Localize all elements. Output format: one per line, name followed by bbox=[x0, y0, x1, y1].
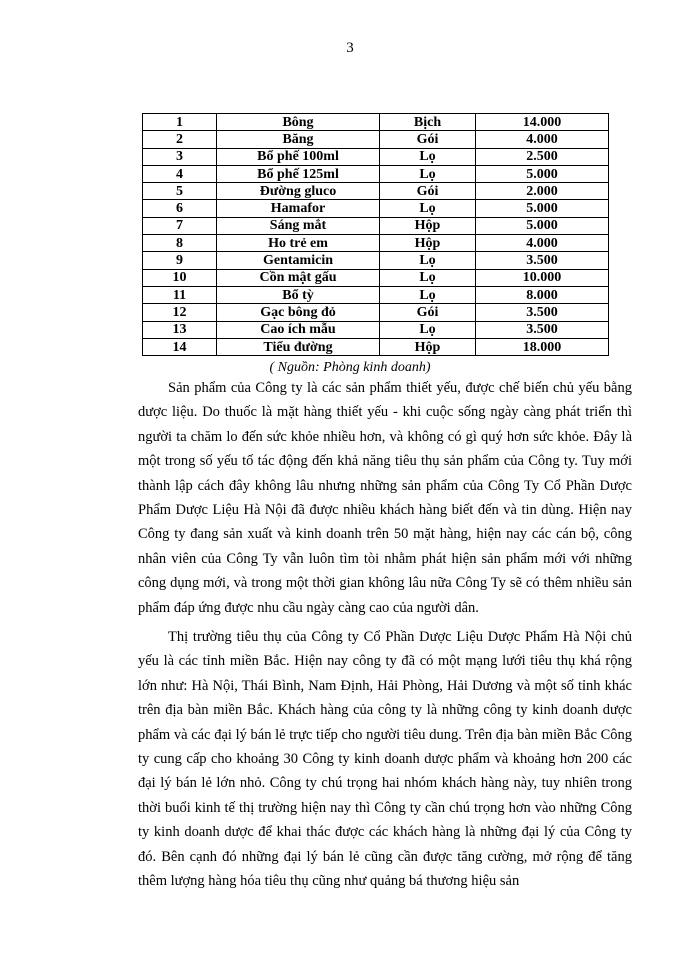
table-row bbox=[143, 304, 609, 321]
table-cell-product: Tiểu đường bbox=[217, 338, 380, 355]
table-row bbox=[143, 321, 609, 338]
table-cell-unit: Hộp bbox=[380, 235, 476, 252]
table-cell-product: Ho trẻ em bbox=[217, 235, 380, 252]
table-cell-product: Gentamicin bbox=[217, 252, 380, 269]
table-row bbox=[143, 217, 609, 234]
table-row bbox=[143, 148, 609, 165]
table-cell-unit: Lọ bbox=[380, 252, 476, 269]
table-cell-index: 5 bbox=[143, 183, 217, 200]
table-cell-index: 11 bbox=[143, 286, 217, 303]
table-cell-price: 2.500 bbox=[476, 148, 609, 165]
product-table-body bbox=[143, 114, 609, 356]
table-cell-price: 14.000 bbox=[476, 114, 609, 131]
table-row bbox=[143, 165, 609, 182]
table-cell-unit: Gói bbox=[380, 183, 476, 200]
table-cell-unit: Gói bbox=[380, 304, 476, 321]
table-cell-price: 8.000 bbox=[476, 286, 609, 303]
table-cell-index: 9 bbox=[143, 252, 217, 269]
table-cell-index: 2 bbox=[143, 131, 217, 148]
table-cell-price: 3.500 bbox=[476, 321, 609, 338]
table-cell-unit: Lọ bbox=[380, 286, 476, 303]
table-cell-unit: Lọ bbox=[380, 148, 476, 165]
source-note: ( Nguồn: Phòng kinh doanh) bbox=[269, 360, 431, 375]
table-cell-product: Bổ phế 100ml bbox=[217, 148, 380, 165]
table-row bbox=[143, 114, 609, 131]
table-cell-unit: Lọ bbox=[380, 200, 476, 217]
product-table bbox=[142, 113, 609, 356]
table-cell-unit: Hộp bbox=[380, 338, 476, 355]
table-row bbox=[143, 269, 609, 286]
table-cell-index: 10 bbox=[143, 269, 217, 286]
table-cell-index: 7 bbox=[143, 217, 217, 234]
table-cell-unit: Hộp bbox=[380, 217, 476, 234]
table-cell-price: 5.000 bbox=[476, 200, 609, 217]
table-cell-price: 4.000 bbox=[476, 131, 609, 148]
table-cell-product: Bổ tỳ bbox=[217, 286, 380, 303]
table-cell-product: Cồn mật gấu bbox=[217, 269, 380, 286]
table-cell-product: Bông bbox=[217, 114, 380, 131]
table-cell-index: 13 bbox=[143, 321, 217, 338]
table-cell-index: 8 bbox=[143, 235, 217, 252]
table-row bbox=[143, 252, 609, 269]
table-row bbox=[143, 235, 609, 252]
table-cell-index: 3 bbox=[143, 148, 217, 165]
table-cell-unit: Bịch bbox=[380, 114, 476, 131]
table-cell-index: 4 bbox=[143, 165, 217, 182]
table-row bbox=[143, 183, 609, 200]
table-cell-index: 1 bbox=[143, 114, 217, 131]
table-cell-index: 12 bbox=[143, 304, 217, 321]
table-cell-product: Băng bbox=[217, 131, 380, 148]
page-number: 3 bbox=[346, 40, 354, 56]
table-cell-product: Đường gluco bbox=[217, 183, 380, 200]
table-cell-index: 6 bbox=[143, 200, 217, 217]
table-cell-unit: Lọ bbox=[380, 165, 476, 182]
table-cell-index: 14 bbox=[143, 338, 217, 355]
table-cell-price: 10.000 bbox=[476, 269, 609, 286]
table-cell-product: Hamafor bbox=[217, 200, 380, 217]
table-row bbox=[143, 338, 609, 355]
table-row bbox=[143, 200, 609, 217]
paragraph-products: Sản phẩm của Công ty là các sản phẩm thiết yếu, được chế biến chủ yếu bằng dược liệu. Do thuốc là mặt hàng thiết yếu - khi cuộc sống ngày càng phát triển thì người ta chăm lo đến sức khỏe nhiều hơn, và không có gì quý hơn sức khỏe. Đây là một trong số yếu tố tác động đến khả năng tiêu thụ sản phẩm của Công ty. Tuy mới thành lập cách đây không lâu nhưng những sản phẩm của Công Ty Cổ Phần Dược Phẩm Dược Liệu Hà Nội đã được nhiều khách hàng biết đến và tin dùng. Hiện nay Công ty đang sản xuất và kinh doanh trên 50 mặt hàng, hiện nay các cán bộ, công nhân viên của Công Ty vẫn luôn tìm tòi nhằm phát hiện sản phẩm mới với những công dụng mới, và trong một thời gian không lâu nữa Công Ty sẽ có thêm nhiều sản phẩm đáp ứng được nhu cầu ngày càng cao của người dân. bbox=[138, 380, 632, 616]
table-cell-unit: Gói bbox=[380, 131, 476, 148]
table-cell-price: 18.000 bbox=[476, 338, 609, 355]
table-cell-product: Gạc bông đỏ bbox=[217, 304, 380, 321]
table-cell-product: Sáng mắt bbox=[217, 217, 380, 234]
paragraph-market: Thị trường tiêu thụ của Công ty Cổ Phần Dược Liệu Dược Phẩm Hà Nội chủ yếu là các tỉnh miền Bắc. Hiện nay công ty đã có một mạng lưới tiêu thụ khá rộng lớn như: Hà Nội, Thái Bình, Nam Định, Hải Phòng, Hải Dương và một số tỉnh khác trên địa bàn miền Bắc. Khách hàng của công ty là những công ty kinh doanh dược phẩm và các đại lý bán lẻ trực tiếp cho người tiêu dung. Trên địa bàn miền Bắc Công ty cung cấp cho khoảng 30 Công ty kinh doanh dược phẩm và khoảng hơn 200 các đại lý bán lẻ lớn nhỏ. Công ty chú trọng hai nhóm khách hàng này, tuy nhiên trong thời buổi kinh tế thị trường hiện nay thì Công ty cần chú trọng hơn vào những Công ty kinh doanh dược để khai thác được các khách hàng là những đại lý của Công ty đó. Bên cạnh đó những đại lý bán lẻ cũng cần được tăng cường, mở rộng để tăng thêm lượng hàng hóa tiêu thụ cũng như quảng bá thương hiệu sản bbox=[138, 629, 632, 890]
table-cell-product: Cao ích mẫu bbox=[217, 321, 380, 338]
table-cell-price: 5.000 bbox=[476, 217, 609, 234]
table-cell-price: 5.000 bbox=[476, 165, 609, 182]
table-cell-product: Bổ phế 125ml bbox=[217, 165, 380, 182]
table-row bbox=[143, 286, 609, 303]
table-cell-price: 4.000 bbox=[476, 235, 609, 252]
table-cell-unit: Lọ bbox=[380, 269, 476, 286]
table-cell-unit: Lọ bbox=[380, 321, 476, 338]
table-cell-price: 3.500 bbox=[476, 304, 609, 321]
table-cell-price: 2.000 bbox=[476, 183, 609, 200]
table-cell-price: 3.500 bbox=[476, 252, 609, 269]
table-row bbox=[143, 131, 609, 148]
